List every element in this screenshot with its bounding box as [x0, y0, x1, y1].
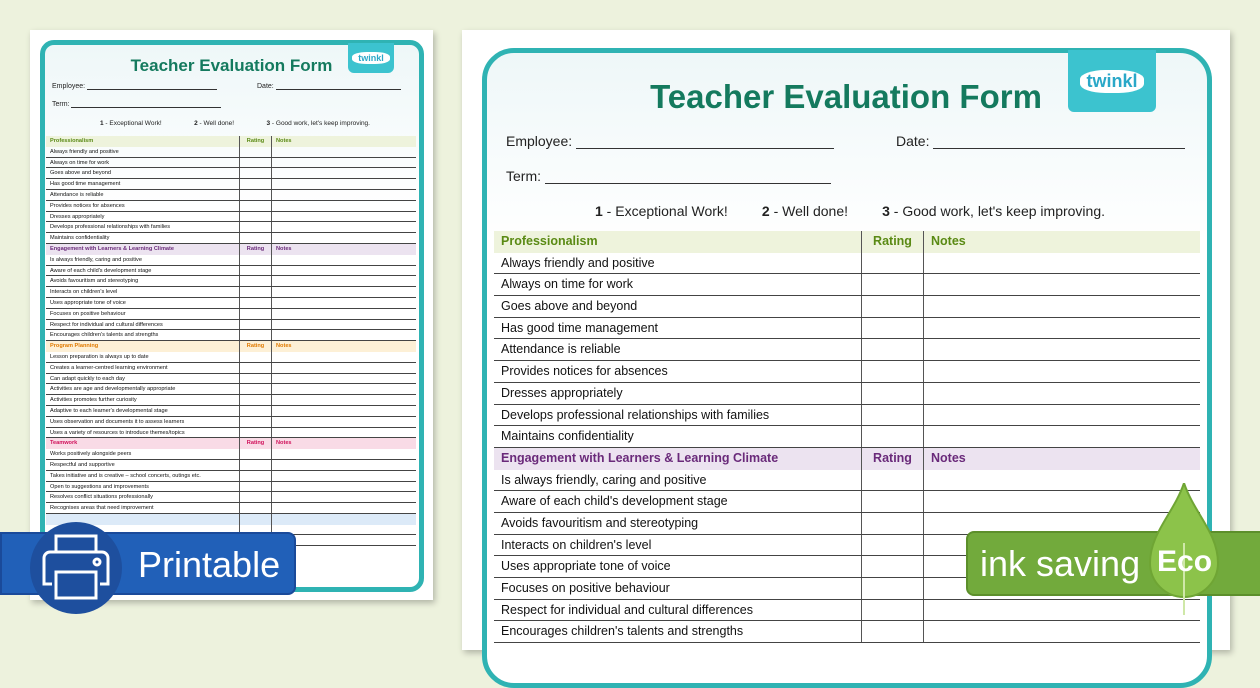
table-row	[46, 449, 416, 460]
rating-cell[interactable]	[861, 274, 923, 295]
notes-header: Notes	[271, 136, 416, 147]
notes-cell[interactable]	[271, 482, 416, 492]
criterion: Avoids favouritism and stereotyping	[501, 515, 699, 530]
table-row	[46, 503, 416, 514]
notes-cell[interactable]	[271, 309, 416, 319]
rating-cell[interactable]	[239, 428, 271, 438]
evaluation-table	[46, 136, 416, 546]
employee-field[interactable]: Employee:	[52, 83, 217, 90]
notes-cell[interactable]	[271, 460, 416, 470]
table-row	[46, 482, 416, 493]
term-field[interactable]: Term:	[506, 168, 831, 184]
form-title: Teacher Evaluation Form	[130, 56, 333, 75]
rating-cell[interactable]	[239, 406, 271, 416]
criterion: Uses appropriate tone of voice	[501, 559, 671, 574]
rating-cell[interactable]	[861, 621, 923, 642]
notes-cell[interactable]	[923, 383, 1200, 404]
table-row	[46, 320, 416, 331]
notes-cell[interactable]	[923, 339, 1200, 360]
section-header	[46, 341, 416, 352]
criterion: Focuses on positive behaviour	[50, 310, 126, 317]
rating-cell[interactable]	[239, 309, 271, 319]
rating-cell[interactable]	[861, 513, 923, 534]
notes-header: Notes	[271, 341, 416, 352]
rating-cell[interactable]	[239, 266, 271, 276]
criterion: Avoids favouritism and stereotyping	[50, 278, 139, 285]
rating-cell[interactable]	[239, 482, 271, 492]
criterion: Can adapt quickly to each day	[50, 375, 125, 382]
notes-cell[interactable]	[271, 503, 416, 513]
rating-cell[interactable]	[239, 276, 271, 286]
notes-header: Notes	[923, 231, 1200, 253]
scale-item: 3 - Good work, let's keep improving.	[266, 120, 370, 127]
table-row	[46, 287, 416, 298]
table-row	[46, 266, 416, 277]
printable-label: Printable	[138, 544, 281, 585]
section-title: Professionalism	[50, 138, 94, 144]
rating-header	[239, 514, 271, 525]
notes-cell[interactable]	[271, 428, 416, 438]
scale-item: 1 - Exceptional Work!	[595, 203, 728, 219]
table-row	[46, 179, 416, 190]
table-row	[46, 406, 416, 417]
table-row	[46, 395, 416, 406]
table-row	[46, 222, 416, 233]
table-row	[494, 491, 1200, 513]
table-row	[46, 212, 416, 223]
rating-header: Rating	[239, 341, 271, 352]
rating-cell[interactable]	[239, 212, 271, 222]
criterion: Aware of each child's development stage	[50, 267, 152, 274]
rating-cell[interactable]	[239, 417, 271, 427]
criterion: Resolves conflict situations professionally	[50, 494, 153, 501]
table-row	[46, 492, 416, 503]
rating-scale	[100, 120, 370, 127]
scale-item: 3 - Good work, let's keep improving.	[882, 203, 1105, 219]
rating-cell[interactable]	[239, 330, 271, 340]
notes-cell[interactable]	[271, 406, 416, 416]
notes-cell[interactable]	[923, 361, 1200, 382]
rating-cell[interactable]	[861, 600, 923, 621]
notes-cell[interactable]	[271, 320, 416, 330]
criterion: Dresses appropriately	[50, 213, 105, 220]
section-header	[46, 438, 416, 449]
form-title: Teacher Evaluation Form	[650, 78, 1042, 115]
table-row	[494, 426, 1200, 448]
rating-header: Rating	[239, 244, 271, 255]
criterion: Respect for individual and cultural differences	[501, 602, 753, 617]
section-title: Professionalism	[501, 234, 598, 248]
table-row	[494, 253, 1200, 275]
table-row	[46, 471, 416, 482]
criterion: Develops professional relationships with families	[501, 407, 770, 422]
rating-header: Rating	[861, 448, 923, 470]
criterion: Respectful and supportive	[50, 461, 115, 468]
notes-cell[interactable]	[271, 190, 416, 200]
rating-cell[interactable]	[239, 179, 271, 189]
notes-cell[interactable]	[271, 363, 416, 373]
rating-cell[interactable]	[239, 363, 271, 373]
rating-cell[interactable]	[861, 339, 923, 360]
criterion: Attendance is reliable	[50, 191, 104, 198]
printable-badge	[0, 532, 296, 595]
notes-cell[interactable]	[271, 179, 416, 189]
rating-header: Rating	[239, 438, 271, 449]
criterion: Always friendly and positive	[50, 148, 119, 155]
criterion: Takes initiative and is creative – school concerts, outings etc.	[50, 472, 201, 479]
table-row	[494, 470, 1200, 492]
table-row	[46, 190, 416, 201]
notes-header: Notes	[923, 448, 1200, 470]
scale-item: 2 - Well done!	[761, 203, 849, 219]
notes-header: Notes	[271, 244, 416, 255]
criterion: Develops professional relationships with families	[50, 224, 171, 231]
ink-saving-label: ink saving	[980, 543, 1141, 584]
notes-cell[interactable]	[923, 426, 1200, 447]
table-row	[46, 428, 416, 439]
criterion: Uses observation and documents it to assess learners	[50, 418, 185, 425]
criterion: Always on time for work	[50, 159, 110, 166]
rating-cell[interactable]	[239, 168, 271, 178]
notes-cell[interactable]	[271, 255, 416, 265]
notes-cell[interactable]	[271, 168, 416, 178]
date-field[interactable]: Date:	[896, 133, 1185, 149]
twinkl-logo: twinkl	[1068, 50, 1156, 112]
preview-page-small	[30, 30, 433, 600]
table-row	[46, 352, 416, 363]
printer-icon	[30, 522, 122, 614]
criterion: Is always friendly, caring and positive	[50, 256, 142, 263]
table-row	[46, 147, 416, 158]
criterion: Goes above and beyond	[501, 299, 638, 314]
rating-cell[interactable]	[239, 374, 271, 384]
rating-cell[interactable]	[239, 384, 271, 394]
rating-cell[interactable]	[861, 383, 923, 404]
rating-cell[interactable]	[861, 405, 923, 426]
criterion: Has good time management	[50, 181, 121, 188]
criterion: Always on time for work	[501, 277, 633, 292]
rating-cell[interactable]	[239, 147, 271, 157]
rating-cell[interactable]	[239, 503, 271, 513]
notes-cell[interactable]	[271, 298, 416, 308]
criterion: Maintains confidentiality	[50, 235, 110, 242]
notes-cell[interactable]	[271, 449, 416, 459]
criterion: Encourages children's talents and strengths	[50, 332, 159, 339]
notes-cell[interactable]	[271, 222, 416, 232]
criterion: Works positively alongside peers	[50, 451, 132, 458]
table-row	[494, 621, 1200, 643]
notes-cell[interactable]	[271, 158, 416, 168]
notes-cell[interactable]	[271, 374, 416, 384]
rating-cell[interactable]	[239, 449, 271, 459]
section-header	[46, 244, 416, 255]
section-title: Teamwork	[50, 440, 78, 447]
rating-cell[interactable]	[239, 255, 271, 265]
eco-label: Eco	[1157, 545, 1213, 578]
notes-cell[interactable]	[923, 296, 1200, 317]
notes-cell[interactable]	[271, 276, 416, 286]
criterion: Interacts on children's level	[501, 537, 652, 552]
rating-cell[interactable]	[239, 233, 271, 243]
table-row	[46, 233, 416, 244]
criterion: Provides notices for absences	[50, 202, 125, 209]
notes-header: Notes	[271, 438, 416, 449]
rating-cell[interactable]	[861, 426, 923, 447]
table-row	[46, 158, 416, 169]
section-title: Engagement with Learners & Learning Climate	[50, 245, 175, 252]
rating-scale	[595, 203, 1105, 219]
table-row	[494, 339, 1200, 361]
rating-cell[interactable]	[239, 460, 271, 470]
table-row	[46, 384, 416, 395]
table-row	[46, 363, 416, 374]
notes-cell[interactable]	[271, 395, 416, 405]
table-row	[494, 318, 1200, 340]
table-row	[46, 460, 416, 471]
rating-header: Rating	[861, 231, 923, 253]
criterion: Always friendly and positive	[501, 255, 655, 270]
criterion: Provides notices for absences	[501, 364, 668, 379]
section-title: Program Planning	[50, 343, 99, 350]
notes-header	[271, 514, 416, 525]
criterion: Creates a learner-centred learning environment	[50, 364, 168, 371]
rating-header: Rating	[239, 136, 271, 147]
table-row	[46, 255, 416, 266]
table-row	[494, 274, 1200, 296]
criterion: Dresses appropriately	[501, 385, 623, 400]
rating-cell[interactable]	[239, 492, 271, 502]
notes-cell[interactable]	[271, 287, 416, 297]
notes-cell[interactable]	[271, 417, 416, 427]
criterion: Encourages children's talents and strengths	[501, 624, 744, 639]
scale-item: 2 - Well done!	[194, 120, 235, 127]
criterion: Uses appropriate tone of voice	[50, 299, 126, 306]
notes-cell[interactable]	[923, 405, 1200, 426]
criterion: Maintains confidentiality	[501, 429, 634, 444]
table-row	[494, 361, 1200, 383]
table-row	[46, 298, 416, 309]
notes-cell[interactable]	[923, 621, 1200, 642]
rating-cell[interactable]	[239, 471, 271, 481]
criterion: Goes above and beyond	[50, 170, 111, 177]
table-row	[46, 309, 416, 320]
table-row	[494, 296, 1200, 318]
rating-cell[interactable]	[861, 361, 923, 382]
notes-cell[interactable]	[271, 471, 416, 481]
notes-cell[interactable]	[923, 318, 1200, 339]
rating-cell[interactable]	[861, 318, 923, 339]
criterion: Activities are age and developmentally appropriate	[50, 386, 176, 393]
table-row	[46, 201, 416, 212]
notes-cell[interactable]	[923, 274, 1200, 295]
rating-cell[interactable]	[239, 287, 271, 297]
rating-cell[interactable]	[861, 535, 923, 556]
section-header	[46, 136, 416, 147]
notes-cell[interactable]	[923, 253, 1200, 274]
criterion: Is always friendly, caring and positive	[501, 472, 707, 487]
rating-cell[interactable]	[239, 320, 271, 330]
notes-cell[interactable]	[271, 492, 416, 502]
notes-cell[interactable]	[271, 212, 416, 222]
section-title: Engagement with Learners & Learning Climate	[501, 450, 779, 465]
notes-cell[interactable]	[271, 266, 416, 276]
notes-cell[interactable]	[271, 147, 416, 157]
criterion: Recognises areas that need improvement	[50, 505, 154, 512]
criterion: Focuses on positive behaviour	[501, 581, 670, 595]
twinkl-logo: twinkl	[348, 43, 394, 73]
rating-cell[interactable]	[239, 190, 271, 200]
table-row	[494, 405, 1200, 427]
criterion: Open to suggestions and improvements	[50, 483, 149, 490]
table-row	[46, 168, 416, 179]
section-header	[494, 448, 1200, 470]
rating-cell[interactable]	[861, 556, 923, 577]
table-row	[46, 374, 416, 385]
rating-cell[interactable]	[861, 491, 923, 512]
scale-item: 1 - Exceptional Work!	[100, 120, 162, 127]
table-row	[494, 600, 1200, 622]
employee-field[interactable]: Employee:	[506, 133, 834, 149]
rating-cell[interactable]	[861, 296, 923, 317]
rating-cell[interactable]	[861, 470, 923, 491]
criterion: Interacts on children's level	[50, 289, 118, 296]
notes-cell[interactable]	[271, 330, 416, 340]
rating-cell[interactable]	[239, 158, 271, 168]
criterion: Uses a variety of resources to introduce themes/topics	[50, 429, 185, 436]
notes-cell[interactable]	[271, 352, 416, 362]
rating-cell[interactable]	[239, 352, 271, 362]
rating-cell[interactable]	[239, 395, 271, 405]
rating-cell[interactable]	[239, 201, 271, 211]
criterion: Attendance is reliable	[501, 342, 621, 357]
table-row	[46, 276, 416, 287]
table-row	[494, 383, 1200, 405]
notes-cell[interactable]	[271, 233, 416, 243]
rating-cell[interactable]	[239, 298, 271, 308]
notes-cell[interactable]	[271, 384, 416, 394]
rating-cell[interactable]	[861, 578, 923, 599]
criterion: Lesson preparation is always up to date	[50, 353, 149, 360]
criterion: Has good time management	[501, 320, 659, 335]
date-field[interactable]: Date:	[257, 83, 401, 90]
term-field[interactable]: Term:	[52, 101, 221, 108]
criterion: Respect for individual and cultural differences	[50, 321, 163, 328]
rating-cell[interactable]	[861, 253, 923, 274]
section-header	[494, 231, 1200, 253]
criterion: Aware of each child's development stage	[501, 494, 728, 509]
rating-cell[interactable]	[239, 222, 271, 232]
table-row	[46, 417, 416, 428]
notes-cell[interactable]	[271, 201, 416, 211]
criterion: Adaptive to each learner's developmental stage	[50, 407, 168, 414]
criterion: Activities promotes further curiosity	[50, 397, 137, 404]
table-row	[46, 330, 416, 341]
